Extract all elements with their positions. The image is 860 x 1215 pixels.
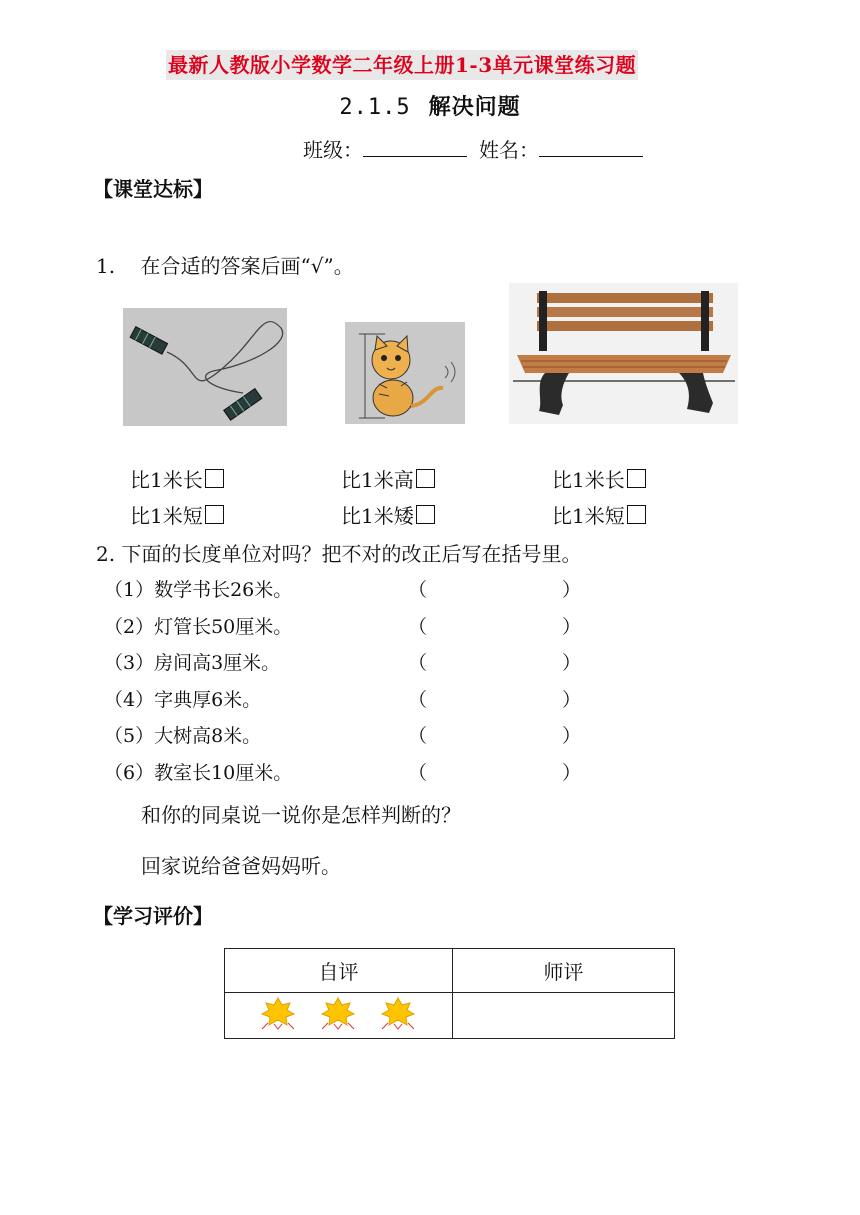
lesson-number: 2.1.5 bbox=[339, 95, 411, 120]
checkbox-kitten-shorter[interactable] bbox=[416, 505, 435, 524]
class-blank[interactable] bbox=[363, 138, 467, 157]
option-rope-longer: 比1米长 bbox=[130, 464, 224, 493]
option-bench-longer: 比1米长 bbox=[552, 464, 646, 493]
answer-close-1: ） bbox=[562, 579, 582, 601]
question-1-prompt: 在合适的答案后画“√”。 bbox=[140, 254, 354, 278]
followup-home: 回家说给爸爸妈妈听。 bbox=[141, 854, 341, 878]
option-kitten-taller: 比1米高 bbox=[341, 464, 435, 493]
worksheet-banner: 最新人教版小学数学二年级上册1-3单元课堂练习题 bbox=[166, 50, 638, 80]
option-kitten-shorter: 比1米矮 bbox=[341, 500, 435, 529]
star-icon[interactable] bbox=[322, 998, 354, 1029]
question-2-prompt: 2. 下面的长度单位对吗？把不对的改正后写在括号里。 bbox=[96, 542, 582, 566]
answer-close-5: ） bbox=[562, 725, 582, 747]
name-label: 姓名： bbox=[479, 138, 539, 162]
section-heading-practice: 【课堂达标】 bbox=[93, 177, 213, 201]
checkbox-bench-longer[interactable] bbox=[627, 469, 646, 488]
answer-open-2: （ bbox=[408, 616, 428, 638]
star-icon[interactable] bbox=[382, 998, 414, 1029]
q2-item-4: （4）字典厚6米。 bbox=[104, 689, 262, 711]
evaluation-table bbox=[224, 948, 675, 1039]
q2-item-1: （1）数学书长26米。 bbox=[104, 579, 293, 601]
answer-open-1: （ bbox=[408, 579, 428, 601]
section-heading-evaluation: 【学习评价】 bbox=[93, 904, 213, 928]
q2-item-6: （6）教室长10厘米。 bbox=[104, 762, 293, 784]
answer-open-4: （ bbox=[408, 689, 428, 711]
self-eval-stars-cell bbox=[225, 993, 453, 1039]
name-blank[interactable] bbox=[539, 138, 643, 157]
option-bench-shorter: 比1米短 bbox=[552, 500, 646, 529]
option-rope-shorter: 比1米短 bbox=[130, 500, 224, 529]
self-eval-header: 自评 bbox=[225, 949, 453, 993]
star-rating bbox=[254, 996, 424, 1030]
kitten-image bbox=[345, 322, 465, 424]
star-icon[interactable] bbox=[262, 998, 294, 1029]
followup-discuss: 和你的同桌说一说你是怎样判断的？ bbox=[141, 803, 461, 827]
teacher-eval-header: 师评 bbox=[453, 949, 675, 993]
checkbox-rope-longer[interactable] bbox=[205, 469, 224, 488]
teacher-eval-cell[interactable] bbox=[453, 993, 675, 1039]
jump-rope-image bbox=[123, 308, 287, 426]
checkbox-rope-shorter[interactable] bbox=[205, 505, 224, 524]
q2-item-2: （2）灯管长50厘米。 bbox=[104, 616, 293, 638]
answer-close-2: ） bbox=[562, 616, 582, 638]
class-label: 班级： bbox=[303, 138, 363, 162]
question-1-number: 1. bbox=[96, 254, 116, 278]
q2-item-3: （3）房间高3厘米。 bbox=[104, 652, 281, 674]
lesson-title-text: 解决问题 bbox=[428, 94, 521, 120]
answer-open-6: （ bbox=[408, 762, 428, 784]
checkbox-bench-shorter[interactable] bbox=[627, 505, 646, 524]
answer-close-4: ） bbox=[562, 689, 582, 711]
answer-close-3: ） bbox=[562, 652, 582, 674]
student-info-row bbox=[303, 134, 655, 163]
answer-open-3: （ bbox=[408, 652, 428, 674]
q2-item-5: （5）大树高8米。 bbox=[104, 725, 262, 747]
question-1 bbox=[96, 250, 354, 279]
bench-image bbox=[509, 283, 738, 424]
answer-close-6: ） bbox=[562, 762, 582, 784]
lesson-title bbox=[0, 90, 860, 121]
checkbox-kitten-taller[interactable] bbox=[416, 469, 435, 488]
answer-open-5: （ bbox=[408, 725, 428, 747]
